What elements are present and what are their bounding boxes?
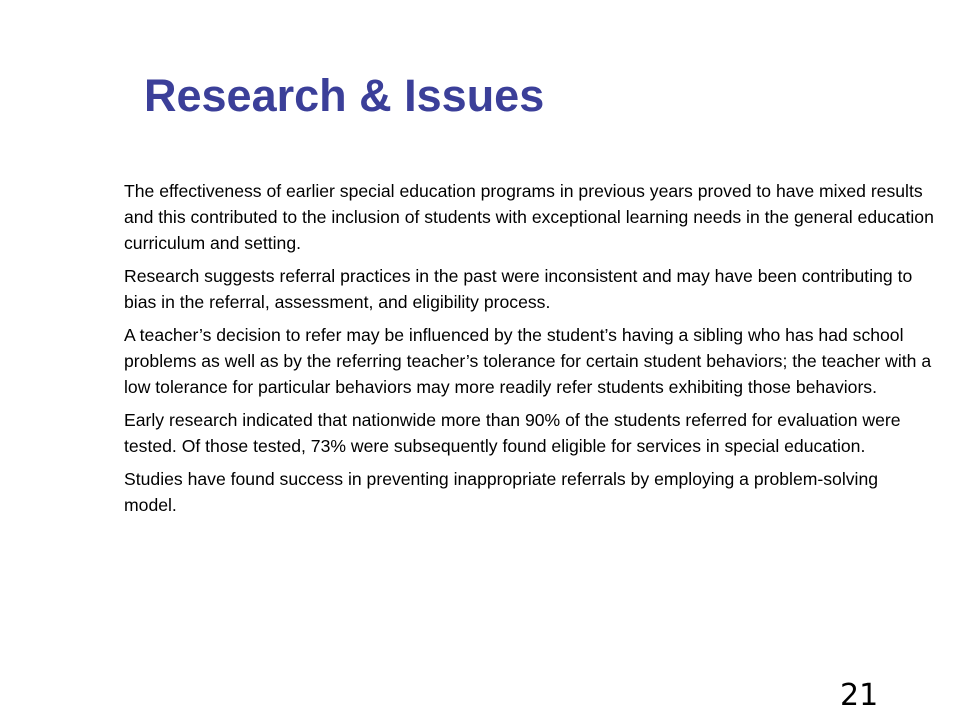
paragraph-1: The effectiveness of earlier special education programs in previous years proved to have mixed results and this contributed to the inclusion of students with exceptional learning needs in the general education curriculum and setting.: [124, 181, 934, 253]
slide-title: Research & Issues: [144, 70, 545, 121]
page-number: 21: [840, 678, 879, 713]
slide-body: [124, 178, 934, 525]
paragraph-2: Research suggests referral practices in the past were inconsistent and may have been contributing to bias in the referral, assessment, and eligibility process.: [124, 266, 913, 312]
paragraph-3: A teacher’s decision to refer may be influenced by the student’s having a sibling who has had school problems as well as by the referring teacher’s tolerance for certain student behaviors; the teacher with a low tolerance for particular behaviors may more readily refer students exhibiting those behaviors.: [124, 325, 932, 397]
paragraph-4: Early research indicated that nationwide more than 90% of the students referred for evaluation were tested. Of those tested, 73% were subsequently found eligible for services in special education.: [124, 410, 901, 456]
paragraph-5: Studies have found success in preventing inappropriate referrals by employing a problem-solving model.: [124, 469, 879, 515]
